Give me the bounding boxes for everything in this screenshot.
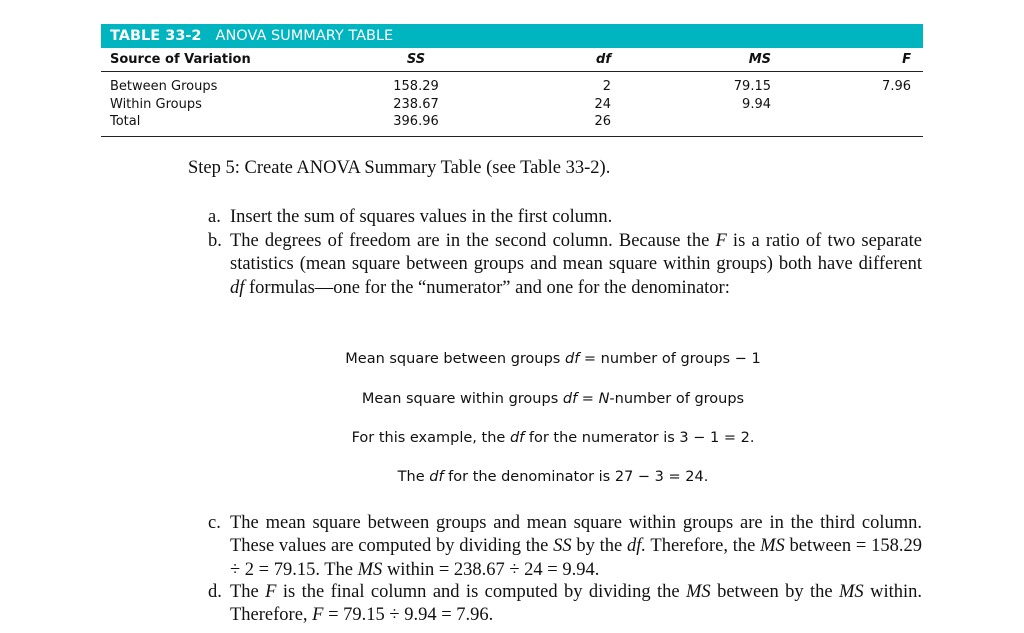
- item-d-text-3: between by the: [710, 582, 840, 602]
- item-c-text-1: The mean square between groups and mean square within groups are in the third column. These values are computed by dividing the: [230, 513, 922, 557]
- row-within-ms: 9.94: [742, 96, 771, 112]
- item-d-text-1: The: [230, 582, 266, 602]
- table-number: TABLE 33-2: [110, 28, 202, 44]
- formula-denominator-example: [0, 469, 1024, 485]
- item-b-marker: b.: [208, 231, 222, 251]
- row-total-source: Total: [110, 114, 141, 129]
- item-c-text-5: within = 238.67 ÷ 24 = 9.94.: [382, 559, 600, 580]
- item-c-var-ss: SS: [553, 536, 572, 557]
- table-grid: [101, 48, 923, 137]
- row-within-df: 24: [594, 96, 611, 112]
- row-between-ms: 79.15: [733, 79, 771, 94]
- formula-1-text: Mean square between groups: [345, 351, 565, 367]
- list-item-c: [208, 512, 922, 582]
- formula-4-text: The: [397, 469, 430, 485]
- formula-numerator-example: [0, 430, 1024, 446]
- header-ms: MS: [748, 52, 771, 67]
- formula-between-df: [0, 351, 1024, 367]
- item-d-marker: d.: [208, 582, 222, 602]
- list-item-b: [208, 230, 922, 300]
- row-between-f: 7.96: [882, 79, 911, 94]
- row-within-ss: 238.67: [393, 96, 439, 112]
- item-b-var-f: F: [715, 231, 727, 251]
- item-c-marker: c.: [208, 513, 221, 533]
- formula-4-var: df: [429, 469, 444, 485]
- formula-2-var-n: N: [598, 391, 610, 407]
- list-item-d: [208, 581, 922, 628]
- anova-summary-table: [101, 24, 923, 137]
- formula-2-var: df: [562, 391, 578, 407]
- row-between-df: 2: [602, 79, 611, 94]
- item-b-text-3: formulas—one for the “numerator” and one for the denominator:: [244, 277, 730, 298]
- item-c-text-3: Therefore, the: [645, 536, 761, 557]
- item-d-var-ms-1: MS: [686, 582, 711, 602]
- formula-2-text: Mean square within groups: [361, 391, 563, 407]
- table-header-row: [101, 48, 923, 72]
- formula-4-rest: for the denominator is 27 − 3 = 24.: [443, 469, 709, 485]
- item-d-var-f-2: F: [312, 605, 324, 626]
- table-caption: [101, 24, 923, 48]
- formula-within-df: [0, 391, 1024, 407]
- formula-3-var: df: [509, 430, 525, 446]
- row-between-ss: 158.29: [393, 79, 439, 94]
- item-d-var-ms-2: MS: [839, 582, 864, 602]
- item-c-text-2: by the: [571, 536, 627, 557]
- row-between-source: Between Groups: [110, 79, 218, 94]
- formula-3-rest: for the numerator is 3 − 1 = 2.: [524, 430, 755, 446]
- formula-1-rest: = number of groups − 1: [579, 351, 761, 367]
- item-d-text-2: is the final column and is computed by dividing the: [276, 582, 686, 602]
- step-heading: Step 5: Create ANOVA Summary Table (see Table 33-2).: [188, 158, 611, 178]
- table-title: ANOVA SUMMARY TABLE: [215, 28, 394, 44]
- row-total-df: 26: [594, 114, 611, 129]
- item-b-text-2: is a ratio of two separate statistics (mean square between groups and mean square within groups) both have different: [230, 231, 922, 275]
- item-a-marker: a.: [208, 207, 221, 227]
- header-source: Source of Variation: [110, 52, 251, 67]
- item-c-var-df: df.: [626, 536, 646, 557]
- item-d-text-4: within. Therefore,: [230, 582, 922, 626]
- row-total-ss: 396.96: [393, 114, 439, 129]
- item-c-var-ms-2: MS: [357, 559, 383, 580]
- formula-3-text: For this example, the: [351, 430, 510, 446]
- item-d-text-5: = 79.15 ÷ 9.94 = 7.96.: [323, 605, 494, 626]
- item-c-var-ms-1: MS: [760, 536, 785, 557]
- item-b-text-1: The degrees of freedom are in the second column. Because the: [230, 231, 716, 251]
- item-d-var-f-1: F: [265, 582, 277, 602]
- item-c-text-4: between = 158.29 ÷ 2 = 79.15. The: [230, 536, 922, 580]
- header-f: F: [902, 52, 911, 67]
- formula-1-var: df: [564, 351, 580, 367]
- row-within-source: Within Groups: [110, 96, 202, 112]
- formula-2-rest: -number of groups: [609, 391, 745, 407]
- header-ss: SS: [406, 52, 426, 67]
- item-b-var-df: df: [230, 277, 245, 298]
- formula-2-mid: =: [577, 391, 599, 407]
- item-a-text: Insert the sum of squares values in the first column.: [230, 207, 613, 227]
- list-item-a: [208, 206, 922, 229]
- header-df: df: [596, 52, 611, 67]
